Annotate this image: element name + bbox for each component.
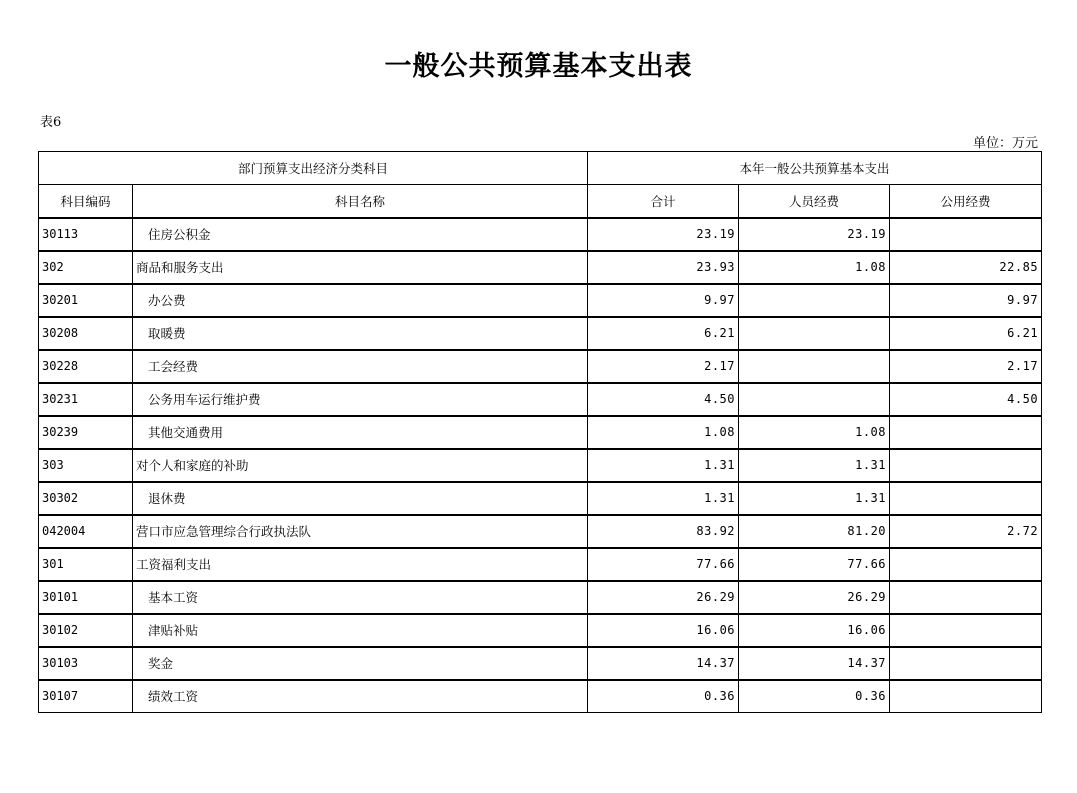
row-name: 绩效工资 [133,680,588,713]
row-public [890,647,1042,680]
row-personnel: 1.31 [739,449,890,482]
table-row [39,416,1042,449]
row-code: 042004 [39,515,133,548]
row-total: 4.50 [588,383,739,416]
row-public: 9.97 [890,284,1042,317]
row-name: 对个人和家庭的补助 [133,449,588,482]
row-name: 奖金 [133,647,588,680]
header-group-row [39,152,1042,185]
row-public [890,548,1042,581]
row-personnel [739,284,890,317]
row-name: 其他交通费用 [133,416,588,449]
table-row [39,548,1042,581]
header-total: 合计 [588,185,739,218]
row-public: 2.72 [890,515,1042,548]
row-total: 77.66 [588,548,739,581]
table-body [39,218,1042,713]
row-code: 30302 [39,482,133,515]
budget-table [38,151,1042,713]
row-personnel: 77.66 [739,548,890,581]
row-public [890,218,1042,251]
row-name: 退休费 [133,482,588,515]
table-row [39,647,1042,680]
row-total: 0.36 [588,680,739,713]
header-group-right: 本年一般公共预算基本支出 [588,152,1042,185]
row-name: 取暖费 [133,317,588,350]
row-total: 26.29 [588,581,739,614]
table-row [39,383,1042,416]
row-name: 公务用车运行维护费 [133,383,588,416]
row-personnel [739,317,890,350]
row-total: 16.06 [588,614,739,647]
row-personnel: 14.37 [739,647,890,680]
row-total: 23.93 [588,251,739,284]
row-total: 1.31 [588,482,739,515]
row-public: 6.21 [890,317,1042,350]
row-name: 津贴补贴 [133,614,588,647]
header-code: 科目编码 [39,185,133,218]
row-personnel: 23.19 [739,218,890,251]
page-title: 一般公共预算基本支出表 [384,51,693,82]
row-code: 30113 [39,218,133,251]
row-public [890,680,1042,713]
table-row [39,317,1042,350]
table-row [39,482,1042,515]
row-code: 30239 [39,416,133,449]
table-row [39,284,1042,317]
row-public [890,614,1042,647]
row-public [890,449,1042,482]
row-public [890,482,1042,515]
row-personnel: 16.06 [739,614,890,647]
header-group-left: 部门预算支出经济分类科目 [39,152,588,185]
header-column-row [39,185,1042,218]
row-total: 1.08 [588,416,739,449]
row-name: 住房公积金 [133,218,588,251]
row-name: 工资福利支出 [133,548,588,581]
table-row [39,350,1042,383]
row-code: 30228 [39,350,133,383]
row-total: 23.19 [588,218,739,251]
row-public: 4.50 [890,383,1042,416]
row-personnel: 0.36 [739,680,890,713]
row-total: 2.17 [588,350,739,383]
row-total: 14.37 [588,647,739,680]
row-code: 301 [39,548,133,581]
row-code: 30231 [39,383,133,416]
row-total: 83.92 [588,515,739,548]
table-row [39,251,1042,284]
row-personnel [739,383,890,416]
table-row [39,449,1042,482]
row-personnel: 26.29 [739,581,890,614]
row-code: 30201 [39,284,133,317]
row-name: 工会经费 [133,350,588,383]
row-code: 302 [39,251,133,284]
row-personnel: 1.08 [739,416,890,449]
table-number: 表6 [40,115,62,130]
row-total: 6.21 [588,317,739,350]
row-public [890,581,1042,614]
row-name: 商品和服务支出 [133,251,588,284]
row-name: 营口市应急管理综合行政执法队 [133,515,588,548]
row-total: 1.31 [588,449,739,482]
table-row [39,614,1042,647]
table-row [39,218,1042,251]
table-row [39,515,1042,548]
row-code: 30102 [39,614,133,647]
header-personnel: 人员经费 [739,185,890,218]
row-name: 基本工资 [133,581,588,614]
row-personnel: 1.31 [739,482,890,515]
row-code: 30208 [39,317,133,350]
row-code: 30101 [39,581,133,614]
unit-label: 单位：万元 [972,136,1038,151]
table-row [39,680,1042,713]
table-row [39,581,1042,614]
row-code: 30103 [39,647,133,680]
row-public: 22.85 [890,251,1042,284]
row-name: 办公费 [133,284,588,317]
row-code: 303 [39,449,133,482]
row-total: 9.97 [588,284,739,317]
header-public: 公用经费 [890,185,1042,218]
row-personnel: 1.08 [739,251,890,284]
row-public: 2.17 [890,350,1042,383]
row-code: 30107 [39,680,133,713]
row-personnel [739,350,890,383]
header-name: 科目名称 [133,185,588,218]
row-public [890,416,1042,449]
row-personnel: 81.20 [739,515,890,548]
